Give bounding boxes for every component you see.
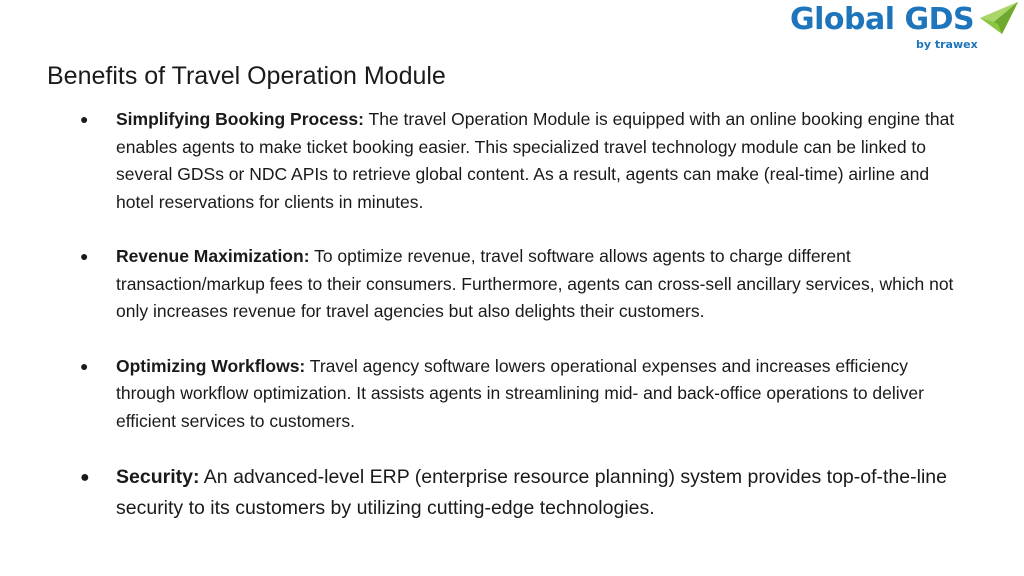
bullet-term: Simplifying Booking Process:	[116, 109, 364, 129]
bullet-simplifying-booking	[80, 106, 970, 216]
bullet-dot: ●	[80, 357, 89, 374]
page-title: Benefits of Travel Operation Module	[47, 62, 446, 90]
logo-byline: by trawex	[916, 38, 978, 51]
bullet-revenue-maximization	[80, 243, 970, 326]
logo-word-gds: GDS	[904, 2, 975, 37]
bullet-term: Revenue Maximization:	[116, 246, 310, 266]
bullet-term: Optimizing Workflows:	[116, 355, 306, 376]
global-gds-logo	[788, 2, 1024, 52]
benefits-list	[80, 106, 970, 551]
bullet-text: To optimize revenue, travel software allows agents to charge different transaction/markup fees to their consumers. Furthermore, agents can cross-sell ancillary services, which not only increases revenue for travel agencies but also delights their customers.	[116, 246, 954, 321]
bullet-text: Travel agency software lowers operational expenses and increases efficiency through workflow optimization. It assists agents in streamlining mid- and back-office operations to deliver efficient services to customers.	[116, 355, 924, 431]
bullet-dot: ●	[80, 469, 90, 486]
bullet-security	[80, 462, 970, 524]
logo-word-global: Global	[790, 2, 895, 37]
logo-wordmark	[790, 2, 974, 37]
bullet-optimizing-workflows	[80, 353, 970, 436]
bullet-dot: ●	[80, 248, 89, 264]
bullet-term: Security:	[116, 466, 200, 488]
bullet-text: An advanced-level ERP (enterprise resource planning) system provides top-of-the-line security to its customers by utilizing cutting-edge technologies.	[116, 466, 947, 519]
bullet-text: The travel Operation Module is equipped with an online booking engine that enables agents to make ticket booking easier. This specialized travel technology module can be linked to several GDSs or NDC APIs to retrieve global content. As a result, agents can make (real-time) airline and hotel reservations for clients in minutes.	[116, 109, 955, 212]
paper-plane-icon	[980, 2, 1018, 36]
bullet-dot: ●	[80, 111, 89, 127]
